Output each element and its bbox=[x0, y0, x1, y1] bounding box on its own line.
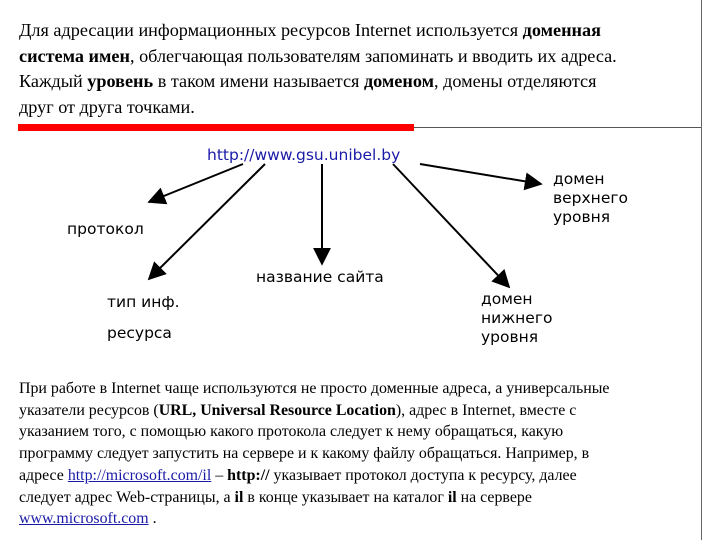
diagram-url: http://www.gsu.unibel.by bbox=[207, 146, 401, 164]
para-line-5 bbox=[19, 465, 709, 487]
para-text-span: ), адрес в Internet, вместе с bbox=[395, 401, 577, 419]
microsoft-com-link[interactable]: www.microsoft.com bbox=[19, 510, 149, 528]
intro-line-4: друг от друга точками. bbox=[19, 96, 195, 117]
para-bold-term: il bbox=[447, 488, 457, 506]
label-low-level-line-1: домен bbox=[481, 290, 533, 308]
body-paragraph bbox=[19, 378, 709, 530]
arrow-to-top-level-domain bbox=[420, 164, 541, 184]
intro-text-span: Каждый bbox=[19, 71, 88, 91]
para-line-3: указанием того, с помощью какого протокола следует к нему обращаться, какую bbox=[19, 423, 564, 441]
intro-bold-term: доменом bbox=[363, 71, 434, 91]
label-low-level-line-2: нижнего bbox=[481, 309, 553, 327]
para-text-span: – bbox=[211, 466, 228, 484]
intro-text-span: Для адресации информационных ресурсов Internet используется bbox=[19, 20, 523, 40]
para-text-span: следует адрес Web-страницы, а bbox=[19, 488, 235, 506]
label-top-level-line-3: уровня bbox=[553, 208, 611, 226]
para-line-7 bbox=[19, 508, 709, 530]
para-line-4: программу следует запустить на сервере и к какому файлу обращаться. Например, в bbox=[19, 445, 590, 463]
para-text-span: адресе bbox=[19, 466, 68, 484]
label-info-type-1: тип инф. bbox=[107, 293, 180, 311]
para-text-span: в конце указывает на каталог bbox=[243, 488, 448, 506]
para-text-span: на сервере bbox=[456, 488, 532, 506]
arrow-to-protocol bbox=[149, 164, 243, 202]
label-low-level-domain bbox=[481, 290, 552, 347]
para-bold-term: URL, Universal Resource Location bbox=[158, 401, 396, 419]
intro-bold-term: доменная bbox=[522, 20, 601, 40]
para-text-span: указывает протокол доступа к ресурсу, далее bbox=[269, 466, 577, 484]
arrow-to-info-type bbox=[149, 164, 265, 279]
label-top-level-line-1: домен bbox=[553, 170, 605, 188]
intro-bold-term: уровень bbox=[87, 71, 154, 91]
microsoft-il-link[interactable]: http://microsoft.com/il bbox=[67, 466, 212, 484]
intro-text-span: , облегчающая пользователям запоминать и вводить их адреса. bbox=[129, 45, 617, 66]
para-line-6 bbox=[19, 487, 709, 509]
intro-text-span: , домены отделяются bbox=[434, 71, 597, 91]
para-bold-term: http:// bbox=[227, 466, 270, 484]
para-line-1: При работе в Internet чаще используются не просто доменные адреса, а универсальные bbox=[19, 380, 610, 397]
para-line-2 bbox=[19, 400, 709, 422]
label-site-name: название сайта bbox=[256, 268, 384, 286]
label-protocol: протокол bbox=[67, 220, 144, 238]
label-low-level-line-3: уровня bbox=[481, 328, 539, 346]
para-text-span: указатели ресурсов ( bbox=[19, 401, 159, 419]
intro-bold-term: система имен bbox=[19, 45, 130, 66]
label-top-level-domain bbox=[553, 170, 628, 227]
para-text-span: . bbox=[148, 510, 157, 528]
arrow-to-low-level-domain bbox=[393, 164, 509, 287]
para-bold-term: il bbox=[234, 488, 244, 506]
intro-text-span: в таком имени называется bbox=[153, 71, 364, 91]
label-info-type-2: ресурса bbox=[107, 324, 172, 342]
label-top-level-line-2: верхнего bbox=[553, 189, 628, 207]
